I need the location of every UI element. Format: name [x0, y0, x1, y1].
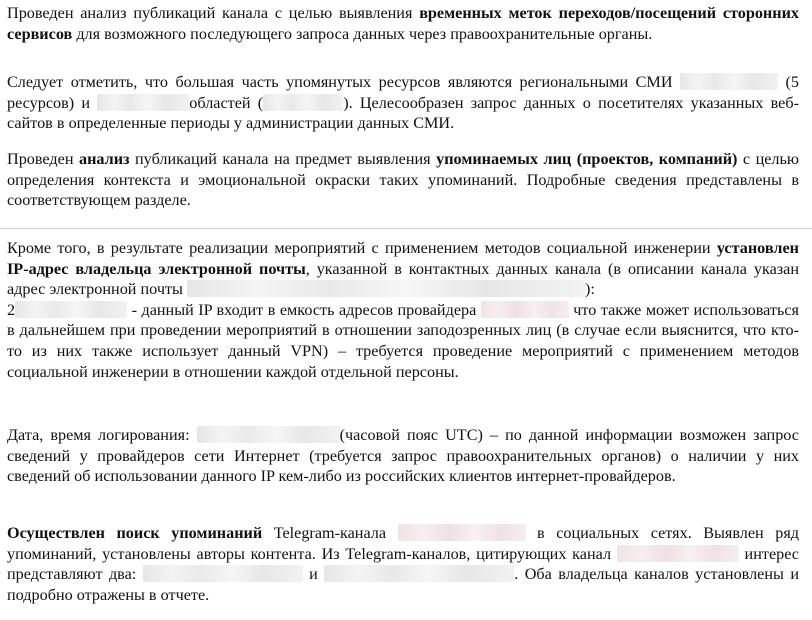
text: (5 ресурсов) и: [7, 73, 799, 112]
text: Следует отметить, что большая часть упомянутых ресурсов являются региональными СМИ: [7, 73, 681, 91]
redacted-channel: [324, 565, 514, 582]
redacted-channel: [398, 524, 526, 541]
text: интерес представляют два:: [7, 544, 799, 584]
bold-text: анализ: [78, 150, 130, 168]
redacted-email: [187, 280, 585, 297]
paragraph-regional-media: [7, 72, 799, 134]
redacted-count: [263, 94, 343, 111]
text: Проведен анализ публикаций канала с целью выявления: [7, 4, 420, 22]
text: Проведен: [7, 150, 79, 168]
section-divider: [0, 228, 812, 229]
text: для возможного последующего запроса данных через правоохранительные органы.: [72, 24, 653, 43]
text: (часовой пояс UTC) – по данной информации возможен запрос сведений у провайдеров сети Интернет (требуется запрос правоохранительных органов) о наличии у них сведений об использовании данного IP кем-либо из российских клиентов интернет-провайдеров.: [7, 426, 799, 486]
redacted-ip: [15, 301, 127, 318]
paragraph-ip-address: [7, 238, 799, 382]
redacted-provider: [481, 301, 569, 318]
text: публикаций канала на предмет выявления: [129, 150, 437, 168]
text: 2: [7, 300, 16, 319]
text: ). Целесообразен запрос данных о посетителях указанных веб-сайтов в определенные периоды у администрации данных СМИ.: [7, 93, 799, 133]
paragraph-mentions-search: [7, 523, 799, 605]
redacted-region: [97, 94, 189, 111]
bold-text: временных меток переходов/посещений сторонних сервисов: [7, 4, 800, 43]
text: и: [302, 565, 325, 584]
text: Telegram-канала: [262, 524, 398, 542]
text: . Оба владельца каналов установлены и подробно отражены в отчете.: [7, 565, 799, 604]
text: с целью определения контекста и эмоциональной окраски таких упоминаний. Подробные сведения представлены в соответствующем разделе.: [7, 150, 799, 210]
redacted-datetime: [197, 426, 340, 443]
text: Дата, время логирования:: [7, 426, 197, 444]
bold-text: установлен IP-адрес владельца электронной почты: [7, 239, 799, 278]
text: в социальных сетях. Выявлен ряд упоминаний, установлены авторы контента. Из Telegram-каналов, цитирующих канал: [7, 524, 799, 563]
paragraph-logging-time: [7, 425, 799, 487]
redacted-region: [680, 73, 778, 90]
text: Кроме того, в результате реализации мероприятий с применением методов социальной инженерии: [7, 239, 717, 257]
text: ):: [584, 280, 595, 299]
redacted-channel: [143, 565, 303, 582]
text: - данный IP входит в емкость адресов провайдера: [127, 300, 481, 319]
text: , указанной в контактных данных канала (в описании канала указан адрес электронной почты: [7, 259, 799, 299]
text: областей (: [189, 93, 264, 112]
bold-text: Осуществлен поиск упоминаний: [7, 524, 263, 542]
redacted-channel: [617, 545, 739, 562]
paragraph-publications-analysis: [7, 3, 799, 44]
paragraph-mentioned-persons: [7, 149, 799, 211]
text: что также может использоваться в дальнейшем при проведении мероприятий в отношении заподозренных лиц (в случае если выяснится, что кто-то из них также использует данный VPN) – требуется проведение мероприятий с применением методов социальной инженерии в отношении каждой отдельной персоны.: [7, 300, 799, 381]
bold-text: упоминаемых лиц (проектов, компаний): [436, 150, 738, 168]
